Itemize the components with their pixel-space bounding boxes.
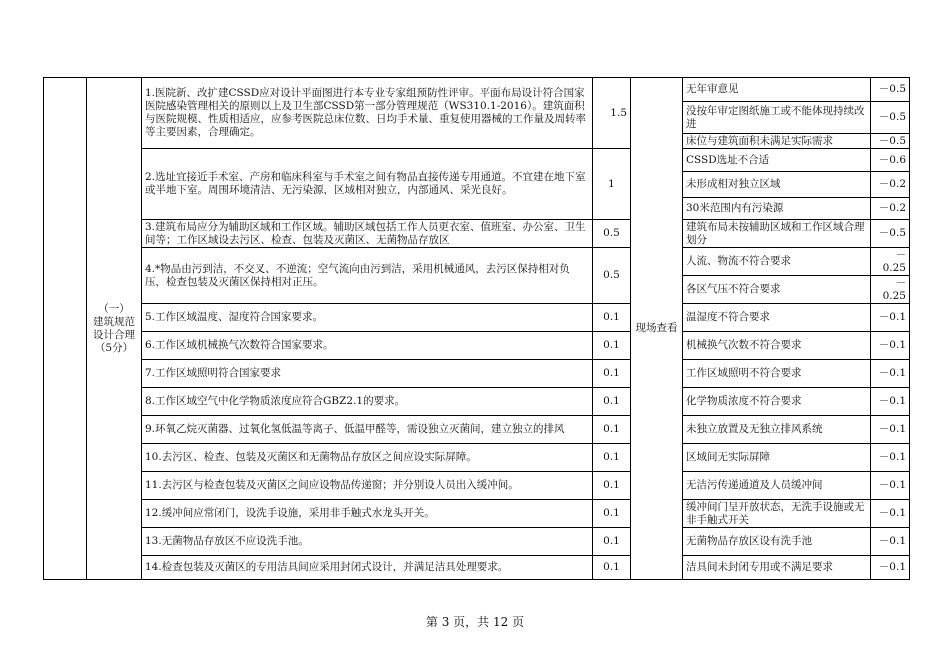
table-border — [43, 579, 910, 580]
item-score: 0.5 — [603, 269, 620, 281]
inspection-method: 现场查看 — [635, 322, 678, 334]
deduction-score: －0.1 — [878, 367, 906, 379]
deduction-score: －0.1 — [878, 561, 906, 573]
item-text: 12.缓冲间应常闭门，设洗手设施，采用非手触式水龙头开关。 — [145, 507, 435, 519]
item-text: 11.去污区与检查包装及灭菌区之间应设物品传递窗；并分别设人员出入缓冲间。 — [145, 479, 519, 491]
deduction-score: －0.1 — [878, 311, 906, 323]
deduction-text: 各区气压不符合要求 — [686, 283, 781, 295]
deduction-text: 缓冲间门呈开放状态，无洗手设施或无非手触式开关 — [686, 500, 865, 526]
item-score: 0.1 — [603, 339, 620, 351]
deduction-text: 区域间无实际屏障 — [686, 451, 770, 463]
deduction-text: 工作区域照明不符合要求 — [686, 367, 802, 379]
table-border — [43, 77, 44, 580]
item-text: 5.工作区域温度、湿度符合国家要求。 — [145, 311, 324, 323]
deduction-score: －0.1 — [878, 535, 906, 547]
deduction-score: －0.5 — [878, 227, 906, 239]
deduction-text: 人流、物流不符合要求 — [686, 255, 791, 267]
item-score: 0.1 — [603, 367, 620, 379]
deduction-text: 洁具间未封闭专用或不满足要求 — [686, 561, 833, 573]
deduction-text: 温湿度不符合要求 — [686, 311, 770, 323]
item-score: 1 — [608, 177, 615, 190]
deduction-score: －0.25 — [882, 276, 906, 302]
item-score: 0.1 — [603, 395, 620, 407]
item-score: 0.1 — [603, 535, 620, 547]
deduction-text: 未形成相对独立区域 — [686, 178, 781, 190]
deduction-score: －0.1 — [878, 423, 906, 435]
deduction-score: －0.6 — [878, 153, 906, 166]
deduction-text: 床位与建筑面积未满足实际需求 — [686, 134, 833, 147]
item-score: 0.5 — [603, 227, 620, 239]
deduction-text: 机械换气次数不符合要求 — [686, 339, 802, 351]
item-text: 14.检查包装及灭菌区的专用洁具间应采用封闭式设计，并满足洁具处理要求。 — [145, 561, 509, 573]
deduction-score: －0.1 — [878, 479, 906, 491]
deduction-score: －0.1 — [878, 451, 906, 463]
deduction-text: 建筑布局未按辅助区域和工作区域合理划分 — [686, 220, 865, 246]
deduction-text: 化学物质浓度不符合要求 — [686, 395, 802, 407]
deduction-score: －0.25 — [882, 248, 906, 274]
item-score: 0.1 — [603, 479, 620, 491]
deduction-text: 30米范围内有污染源 — [686, 202, 784, 214]
section-score: （5分） — [94, 341, 134, 354]
item-text: 8.工作区域空气中化学物质浓度应符合GBZ2.1的要求。 — [145, 395, 406, 407]
deduction-score: －0.1 — [878, 507, 906, 519]
item-text: 4.*物品由污到洁，不交叉、不逆流；空气流向由污到洁，采用机械通风，去污区保持相对负压，检查包装及灭菌区保持相对正压。 — [145, 262, 570, 288]
section-index: （一） — [98, 302, 130, 315]
item-score: 0.1 — [603, 311, 620, 323]
deduction-text: CSSD选址不合适 — [686, 153, 770, 166]
section-title: 建筑规范设计合理 — [93, 315, 135, 341]
item-text: 9.环氧乙烷灭菌器、过氧化氢低温等离子、低温甲醛等，需设独立灭菌间，建立独立的排风 — [145, 423, 565, 435]
section-label — [87, 78, 141, 579]
item-score: 0.1 — [603, 561, 620, 573]
deduction-score: －0.1 — [878, 339, 906, 351]
deduction-text: 无菌物品存放区设有洗手池 — [686, 535, 812, 547]
item-text: 2.选址宜接近手术室、产房和临床科室与手术室之间有物品直接传递专用通道。不宜建在地下室或半地下室。周围环境清洁、无污染源，区域相对独立，内部通风、采光良好。 — [145, 171, 586, 196]
deduction-score: －0.2 — [878, 202, 906, 214]
item-text: 6.工作区域机械换气次数符合国家要求。 — [145, 339, 334, 351]
deduction-score: －0.2 — [878, 178, 906, 190]
item-score: 0.1 — [603, 451, 620, 463]
item-text: 7.工作区域照明符合国家要求 — [145, 367, 282, 379]
table-border — [909, 77, 910, 580]
page-number: 第 3 页，共 12 页 — [425, 615, 525, 629]
deduction-score: －0.5 — [878, 83, 906, 95]
item-text: 3.建筑布局应分为辅助区域和工作区域。辅助区域包括工作人员更衣室、值班室、办公室、卫生间等；工作区域设去污区、检查、包装及灭菌区、无菌物品存放区 — [145, 220, 586, 246]
item-score: 0.1 — [603, 507, 620, 519]
item-text: 13.无菌物品存放区不应设洗手池。 — [145, 535, 309, 547]
item-text: 10.去污区、检查、包装及灭菌区和无菌物品存放区之间应设实际屏障。 — [145, 451, 477, 463]
deduction-text: 无年审意见 — [686, 83, 739, 95]
item-text: 1.医院新、改扩建CSSD应对设计平面图进行本专业专家组预防性评审。平面布局设计符合国家医院感染管理相关的原则以上及卫生部CSSD第一部分管理规范（WS310.1-2016）。建筑面积与医院规模、性质相适应，应参考医院总床位数、日均手术量、重复使用器械的工作量及周转率等主要因素，合理确定。 — [145, 87, 586, 138]
deduction-score: －0.1 — [878, 395, 906, 407]
deduction-score: －0.5 — [878, 134, 906, 147]
deduction-text: 无洁污传递通道及人员缓冲间 — [686, 479, 823, 491]
item-score: 1.5 — [610, 106, 627, 119]
item-score: 0.1 — [603, 423, 620, 435]
deduction-text: 未独立放置及无独立排风系统 — [686, 423, 823, 435]
deduction-score: －0.5 — [878, 111, 906, 123]
deduction-text: 没按年审定图纸施工或不能体现持续改进 — [686, 104, 865, 130]
